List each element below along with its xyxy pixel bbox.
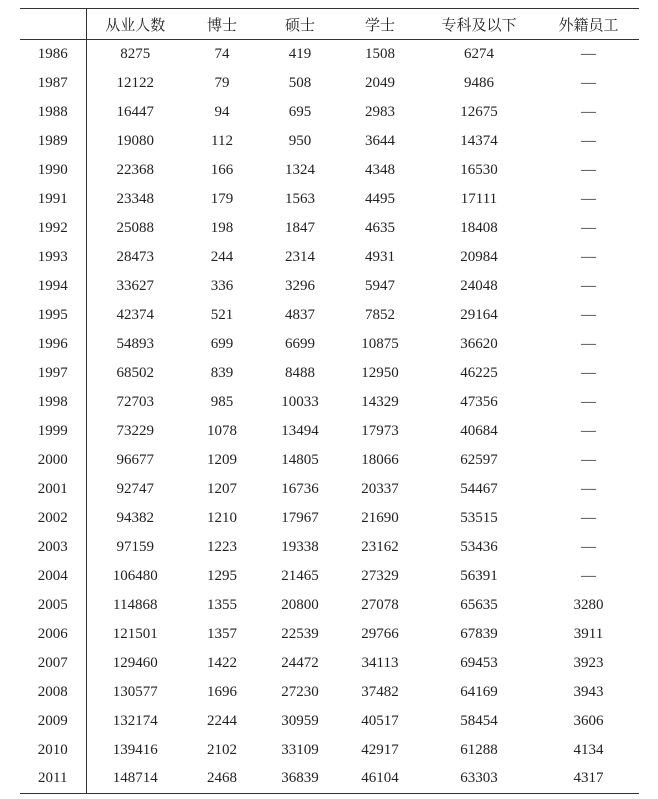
foreign-staff-cell: — bbox=[581, 364, 596, 381]
table-row bbox=[20, 417, 639, 446]
college-below-cell: 14374 bbox=[460, 132, 498, 149]
table-row bbox=[20, 214, 639, 243]
header-college-below: 专科及以下 bbox=[420, 9, 538, 40]
foreign-staff-cell: 3943 bbox=[573, 683, 604, 700]
phd-cell: 1209 bbox=[207, 451, 237, 468]
table-row bbox=[20, 40, 639, 69]
employees-cell: 148714 bbox=[86, 765, 184, 794]
phd-cell: 2102 bbox=[207, 741, 237, 758]
table-row bbox=[20, 185, 639, 214]
employees-cell: 68502 bbox=[116, 364, 154, 381]
phd-cell: 166 bbox=[210, 161, 234, 178]
foreign-staff-cell: 3923 bbox=[573, 654, 604, 671]
header-masters: 硕士 bbox=[260, 9, 340, 40]
bachelors-cell: 27329 bbox=[361, 567, 399, 584]
college-below-cell: 29164 bbox=[460, 306, 498, 323]
year-cell: 1989 bbox=[20, 127, 86, 156]
year-cell: 2011 bbox=[20, 765, 86, 794]
table-row bbox=[20, 127, 639, 156]
year-cell: 1997 bbox=[20, 359, 86, 388]
table-row bbox=[20, 678, 639, 707]
table-row bbox=[20, 330, 639, 359]
foreign-staff-cell: — bbox=[581, 190, 596, 207]
employees-cell: 25088 bbox=[116, 219, 154, 236]
college-below-cell: 6274 bbox=[464, 45, 494, 62]
bachelors-cell: 4931 bbox=[365, 248, 395, 265]
college-below-cell: 53515 bbox=[460, 509, 498, 526]
phd-cell: 839 bbox=[210, 364, 234, 381]
phd-cell: 521 bbox=[210, 306, 234, 323]
bachelors-cell: 40517 bbox=[361, 712, 399, 729]
bachelors-cell: 42917 bbox=[361, 741, 399, 758]
foreign-staff-cell: — bbox=[581, 132, 596, 149]
college-below-cell: 61288 bbox=[460, 741, 498, 758]
foreign-staff-cell: — bbox=[581, 451, 596, 468]
phd-cell: 1357 bbox=[207, 625, 237, 642]
table-row bbox=[20, 359, 639, 388]
bachelors-cell: 2049 bbox=[365, 74, 395, 91]
masters-cell: 4837 bbox=[285, 306, 315, 323]
masters-cell: 8488 bbox=[285, 364, 315, 381]
masters-cell: 6699 bbox=[285, 335, 315, 352]
masters-cell: 1324 bbox=[285, 161, 315, 178]
college-below-cell: 69453 bbox=[460, 654, 498, 671]
year-cell: 2002 bbox=[20, 504, 86, 533]
foreign-staff-cell: 4317 bbox=[538, 765, 639, 794]
masters-cell: 16736 bbox=[281, 480, 319, 497]
header-row bbox=[20, 9, 639, 40]
college-below-cell: 64169 bbox=[460, 683, 498, 700]
college-below-cell: 47356 bbox=[460, 393, 498, 410]
bachelors-cell: 2983 bbox=[365, 103, 395, 120]
masters-cell: 20800 bbox=[281, 596, 319, 613]
year-cell: 1991 bbox=[20, 185, 86, 214]
table-row bbox=[20, 475, 639, 504]
foreign-staff-cell: — bbox=[581, 277, 596, 294]
employees-cell: 8275 bbox=[120, 45, 151, 62]
foreign-staff-cell: — bbox=[581, 480, 596, 497]
masters-cell: 695 bbox=[288, 103, 312, 120]
header-employees: 从业人数 bbox=[86, 9, 184, 40]
year-cell: 2003 bbox=[20, 533, 86, 562]
phd-cell: 179 bbox=[210, 190, 234, 207]
table-row bbox=[20, 736, 639, 765]
masters-cell: 24472 bbox=[281, 654, 319, 671]
masters-cell: 2314 bbox=[285, 248, 315, 265]
employees-cell: 42374 bbox=[116, 306, 154, 323]
foreign-staff-cell: — bbox=[581, 248, 596, 265]
phd-cell: 1078 bbox=[207, 422, 237, 439]
employees-cell: 96677 bbox=[116, 451, 154, 468]
bachelors-cell: 46104 bbox=[340, 765, 420, 794]
bachelors-cell: 4495 bbox=[365, 190, 395, 207]
year-cell: 1994 bbox=[20, 272, 86, 301]
year-cell: 2004 bbox=[20, 562, 86, 591]
college-below-cell: 67839 bbox=[460, 625, 498, 642]
college-below-cell: 9486 bbox=[464, 74, 494, 91]
phd-cell: 2468 bbox=[184, 765, 260, 794]
phd-cell: 244 bbox=[210, 248, 234, 265]
employees-cell: 97159 bbox=[116, 538, 154, 555]
header-bachelors: 学士 bbox=[340, 9, 420, 40]
masters-cell: 22539 bbox=[281, 625, 319, 642]
employees-cell: 106480 bbox=[112, 567, 158, 584]
table-row bbox=[20, 533, 639, 562]
foreign-staff-cell: — bbox=[581, 567, 596, 584]
foreign-staff-cell: — bbox=[581, 538, 596, 555]
college-below-cell: 65635 bbox=[460, 596, 498, 613]
foreign-staff-cell: 3911 bbox=[573, 625, 604, 642]
masters-cell: 950 bbox=[288, 132, 312, 149]
data-table-container bbox=[20, 8, 639, 794]
bachelors-cell: 18066 bbox=[361, 451, 399, 468]
table-row bbox=[20, 707, 639, 736]
table-row bbox=[20, 272, 639, 301]
phd-cell: 79 bbox=[214, 74, 230, 91]
college-below-cell: 16530 bbox=[460, 161, 498, 178]
foreign-staff-cell: — bbox=[581, 103, 596, 120]
bachelors-cell: 7852 bbox=[365, 306, 395, 323]
employees-cell: 22368 bbox=[116, 161, 154, 178]
employees-cell: 54893 bbox=[116, 335, 154, 352]
header-phd: 博士 bbox=[184, 9, 260, 40]
table-row bbox=[20, 243, 639, 272]
phd-cell: 1207 bbox=[207, 480, 237, 497]
college-below-cell: 56391 bbox=[460, 567, 498, 584]
table-row bbox=[20, 69, 639, 98]
foreign-staff-cell: — bbox=[581, 45, 596, 62]
foreign-staff-cell: — bbox=[581, 74, 596, 91]
college-below-cell: 63303 bbox=[420, 765, 538, 794]
bachelors-cell: 17973 bbox=[361, 422, 399, 439]
masters-cell: 1847 bbox=[285, 219, 315, 236]
employees-cell: 16447 bbox=[116, 103, 154, 120]
phd-cell: 112 bbox=[211, 132, 233, 149]
phd-cell: 2244 bbox=[207, 712, 237, 729]
college-below-cell: 46225 bbox=[460, 364, 498, 381]
employees-cell: 94382 bbox=[116, 509, 154, 526]
masters-cell: 3296 bbox=[285, 277, 315, 294]
masters-cell: 33109 bbox=[281, 741, 319, 758]
bachelors-cell: 34113 bbox=[361, 654, 399, 671]
phd-cell: 1295 bbox=[207, 567, 237, 584]
masters-cell: 14805 bbox=[281, 451, 319, 468]
college-below-cell: 36620 bbox=[460, 335, 498, 352]
employees-cell: 19080 bbox=[116, 132, 154, 149]
year-cell: 1993 bbox=[20, 243, 86, 272]
employees-cell: 121501 bbox=[112, 625, 158, 642]
year-cell: 2010 bbox=[20, 736, 86, 765]
table-row bbox=[20, 98, 639, 127]
year-cell: 1988 bbox=[20, 98, 86, 127]
masters-cell: 508 bbox=[288, 74, 312, 91]
foreign-staff-cell: — bbox=[581, 509, 596, 526]
masters-cell: 30959 bbox=[281, 712, 319, 729]
foreign-staff-cell: 4134 bbox=[573, 741, 604, 758]
year-cell: 1995 bbox=[20, 301, 86, 330]
bachelors-cell: 1508 bbox=[365, 45, 395, 62]
employees-cell: 33627 bbox=[116, 277, 154, 294]
year-cell: 1992 bbox=[20, 214, 86, 243]
college-below-cell: 58454 bbox=[460, 712, 498, 729]
table-row bbox=[20, 620, 639, 649]
masters-cell: 36839 bbox=[260, 765, 340, 794]
college-below-cell: 62597 bbox=[460, 451, 498, 468]
employment-table bbox=[20, 8, 639, 794]
employees-cell: 114868 bbox=[113, 596, 158, 613]
college-below-cell: 24048 bbox=[460, 277, 498, 294]
masters-cell: 21465 bbox=[281, 567, 319, 584]
phd-cell: 1355 bbox=[207, 596, 237, 613]
employees-cell: 28473 bbox=[116, 248, 154, 265]
employees-cell: 73229 bbox=[116, 422, 154, 439]
phd-cell: 336 bbox=[210, 277, 234, 294]
phd-cell: 1422 bbox=[207, 654, 237, 671]
employees-cell: 139416 bbox=[112, 741, 158, 758]
bachelors-cell: 23162 bbox=[361, 538, 399, 555]
foreign-staff-cell: — bbox=[581, 335, 596, 352]
college-below-cell: 40684 bbox=[460, 422, 498, 439]
employees-cell: 92747 bbox=[116, 480, 154, 497]
foreign-staff-cell: — bbox=[581, 393, 596, 410]
masters-cell: 1563 bbox=[285, 190, 315, 207]
employees-cell: 132174 bbox=[112, 712, 158, 729]
year-cell: 2005 bbox=[20, 591, 86, 620]
phd-cell: 198 bbox=[210, 219, 234, 236]
college-below-cell: 18408 bbox=[460, 219, 498, 236]
bachelors-cell: 5947 bbox=[365, 277, 395, 294]
college-below-cell: 17111 bbox=[460, 190, 498, 207]
year-cell: 2009 bbox=[20, 707, 86, 736]
bachelors-cell: 12950 bbox=[361, 364, 399, 381]
masters-cell: 19338 bbox=[281, 538, 319, 555]
bachelors-cell: 27078 bbox=[361, 596, 399, 613]
foreign-staff-cell: — bbox=[581, 306, 596, 323]
employees-cell: 130577 bbox=[112, 683, 158, 700]
year-cell: 2006 bbox=[20, 620, 86, 649]
masters-cell: 419 bbox=[288, 45, 312, 62]
masters-cell: 10033 bbox=[281, 393, 319, 410]
employees-cell: 129460 bbox=[112, 654, 158, 671]
foreign-staff-cell: — bbox=[581, 219, 596, 236]
employees-cell: 72703 bbox=[116, 393, 154, 410]
year-cell: 1986 bbox=[20, 40, 86, 69]
phd-cell: 1223 bbox=[207, 538, 237, 555]
table-row bbox=[20, 649, 639, 678]
college-below-cell: 20984 bbox=[460, 248, 498, 265]
college-below-cell: 54467 bbox=[460, 480, 498, 497]
table-row bbox=[20, 562, 639, 591]
phd-cell: 94 bbox=[214, 103, 230, 120]
bachelors-cell: 10875 bbox=[361, 335, 399, 352]
bachelors-cell: 37482 bbox=[361, 683, 399, 700]
table-row bbox=[20, 156, 639, 185]
table-row bbox=[20, 591, 639, 620]
foreign-staff-cell: 3606 bbox=[573, 712, 604, 729]
table-body bbox=[20, 40, 639, 794]
college-below-cell: 12675 bbox=[460, 103, 498, 120]
phd-cell: 1696 bbox=[207, 683, 237, 700]
phd-cell: 1210 bbox=[207, 509, 237, 526]
phd-cell: 699 bbox=[210, 335, 234, 352]
bachelors-cell: 4348 bbox=[365, 161, 395, 178]
table-row bbox=[20, 446, 639, 475]
bachelors-cell: 20337 bbox=[361, 480, 399, 497]
year-cell: 2007 bbox=[20, 649, 86, 678]
year-cell: 2000 bbox=[20, 446, 86, 475]
foreign-staff-cell: 3280 bbox=[573, 596, 604, 613]
bachelors-cell: 14329 bbox=[361, 393, 399, 410]
year-cell: 2008 bbox=[20, 678, 86, 707]
header-foreign-staff: 外籍员工 bbox=[538, 9, 639, 40]
year-cell: 1999 bbox=[20, 417, 86, 446]
bachelors-cell: 3644 bbox=[365, 132, 395, 149]
bachelors-cell: 29766 bbox=[361, 625, 399, 642]
foreign-staff-cell: — bbox=[581, 161, 596, 178]
year-cell: 1996 bbox=[20, 330, 86, 359]
masters-cell: 17967 bbox=[281, 509, 319, 526]
bachelors-cell: 21690 bbox=[361, 509, 399, 526]
table-row bbox=[20, 301, 639, 330]
college-below-cell: 53436 bbox=[460, 538, 498, 555]
bachelors-cell: 4635 bbox=[365, 219, 395, 236]
table-row bbox=[20, 388, 639, 417]
year-cell: 1998 bbox=[20, 388, 86, 417]
year-cell: 2001 bbox=[20, 475, 86, 504]
employees-cell: 12122 bbox=[116, 74, 154, 91]
masters-cell: 27230 bbox=[281, 683, 319, 700]
year-cell: 1987 bbox=[20, 69, 86, 98]
year-cell: 1990 bbox=[20, 156, 86, 185]
header-year bbox=[20, 9, 86, 40]
foreign-staff-cell: — bbox=[581, 422, 596, 439]
employees-cell: 23348 bbox=[116, 190, 154, 207]
table-row bbox=[20, 504, 639, 533]
table-row bbox=[20, 765, 639, 794]
phd-cell: 985 bbox=[210, 393, 234, 410]
masters-cell: 13494 bbox=[281, 422, 319, 439]
phd-cell: 74 bbox=[214, 45, 230, 62]
